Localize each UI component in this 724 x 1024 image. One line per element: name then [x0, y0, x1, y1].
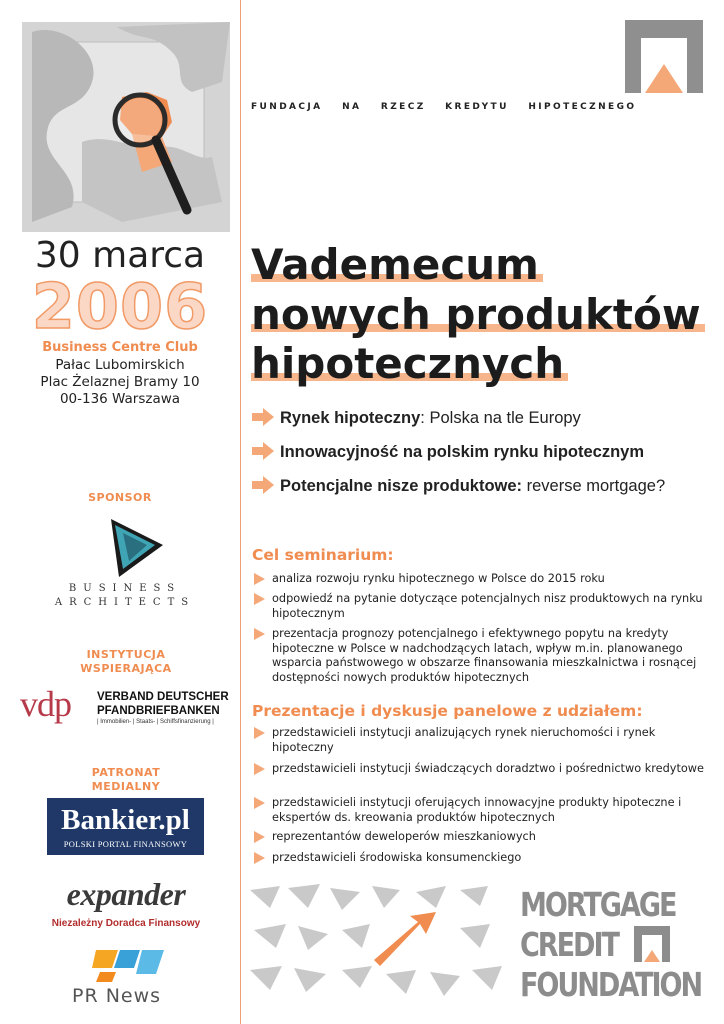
topic-item — [252, 442, 644, 464]
topic-bold: Innowacyjność na polskim rynku hipotecznym — [280, 443, 644, 461]
venue-name: Business Centre Club — [42, 340, 198, 355]
bankier-name: Bankier.pl — [61, 804, 190, 836]
panel-item — [254, 830, 706, 845]
topic-bold: Rynek hipoteczny — [280, 409, 421, 427]
mcf-logo-line: MORTGAGE — [520, 885, 676, 924]
panel-item — [254, 851, 706, 866]
media-label: PATRONAT MEDIALNY — [91, 766, 161, 793]
bullet-triangle-icon — [254, 831, 265, 843]
title-line — [251, 339, 568, 388]
europe-map-image — [22, 22, 230, 232]
foundation-logo — [625, 20, 703, 93]
goal-text: odpowiedź na pytanie dotyczące potencjalnych nisz produktowych na rynku hipotecznym — [272, 592, 703, 620]
title-line — [251, 240, 543, 289]
goal-item — [254, 572, 706, 587]
vdp-subtitle: | Immobilien- | Staats- | Schiffsfinanzierung | — [97, 719, 214, 725]
title-line — [251, 290, 705, 339]
foundation-name: FUNDACJA NA RZECZ KREDYTU HIPOTECZNEGO — [251, 102, 637, 112]
panel-text: przedstawicieli instytucji oferujących innowacyjne produkty hipoteczne i ekspertów ds. kreowania produktów hipotecznych — [272, 796, 682, 824]
panel-item — [254, 762, 706, 777]
panel-item — [254, 726, 706, 755]
title-text: hipotecznych — [251, 343, 568, 385]
goal-item — [254, 592, 706, 621]
bullet-triangle-icon — [254, 797, 265, 809]
topic-bold: Potencjalne nisze produktowe: — [280, 477, 523, 495]
venue-line: Pałac Lubomirskich — [55, 357, 185, 373]
goal-text: prezentacja prognozy potencjalnego i efektywnego popytu na kredyty hipoteczne w Polsce w nadchodzących latach, wpływ m.in. planowanego wsparcia państwowego w obszarze finansowania mieszkalnictwa i rosnącej dostępności nowych produktów hipotecznych — [272, 627, 697, 684]
bullet-triangle-icon — [254, 628, 265, 640]
event-date-day: 30 marca — [34, 235, 206, 276]
topic-rest: reverse mortgage? — [522, 477, 666, 495]
sponsor-name-line: ARCHITECTS — [54, 597, 196, 608]
panel-text: przedstawicieli instytucji analizujących rynek nieruchomości i rynek hipoteczny — [272, 726, 656, 754]
arrow-right-icon — [252, 408, 274, 426]
panels-heading: Prezentacje i dyskusje panelowe z udziałem: — [252, 702, 643, 720]
sponsor-name-line: BUSINESS — [68, 583, 182, 594]
panel-text: przedstawicieli środowiska konsumenckiego — [272, 851, 522, 864]
topic-item — [252, 408, 581, 430]
mcf-logo-mark-icon — [634, 926, 670, 962]
bullet-triangle-icon — [254, 573, 265, 585]
bullet-triangle-icon — [254, 852, 265, 864]
goal-text: analiza rozwoju rynku hipotecznego w Polsce do 2015 roku — [272, 572, 605, 585]
panel-text: reprezentantów deweloperów mieszkaniowych — [272, 830, 536, 843]
vdp-name — [97, 690, 229, 719]
expander-logo: expander — [66, 876, 186, 912]
vdp-name-line: VERBAND DEUTSCHER — [97, 691, 229, 703]
support-label: INSTYTUCJA WSPIERAJĄCA — [80, 648, 172, 675]
venue-line: 00-136 Warszawa — [59, 391, 181, 407]
business-architects-logo — [103, 515, 175, 583]
bankier-logo — [47, 798, 204, 855]
venue-line: Plac Żelaznej Bramy 10 — [40, 374, 200, 390]
arrow-pattern-graphic — [250, 884, 510, 1004]
bullet-triangle-icon — [254, 763, 265, 775]
event-date-year: 2006 — [31, 270, 209, 343]
goals-heading: Cel seminarium: — [252, 546, 394, 564]
arrow-right-icon — [252, 442, 274, 460]
column-divider — [240, 0, 241, 1024]
bullet-triangle-icon — [254, 593, 265, 605]
bullet-triangle-icon — [254, 727, 265, 739]
panel-text: przedstawicieli instytucji świadczących doradztwo i pośrednictwo kredytowe — [272, 762, 704, 775]
expander-subtitle: Niezależny Doradca Finansowy — [51, 918, 201, 929]
prnews-mark-icon — [92, 944, 172, 986]
title-text: Vademecum — [251, 244, 543, 286]
mcf-logo-line: FOUNDATION — [520, 965, 702, 1004]
topic-rest: : Polska na tle Europy — [420, 409, 581, 427]
sponsor-label: SPONSOR — [88, 491, 152, 504]
arrow-right-icon — [252, 476, 274, 494]
prnews-logo: PR News — [72, 985, 162, 1007]
panel-item — [254, 796, 706, 825]
title-text: nowych produktów — [251, 294, 705, 336]
vdp-logo: vdp — [20, 684, 71, 724]
mcf-logo-line: CREDIT — [520, 925, 618, 964]
bankier-subtitle: POLSKI PORTAL FINANSOWY — [63, 839, 188, 849]
vdp-name-line: PFANDBRIEFBANKEN — [97, 705, 220, 718]
topic-item — [252, 476, 665, 498]
goal-item — [254, 627, 706, 685]
